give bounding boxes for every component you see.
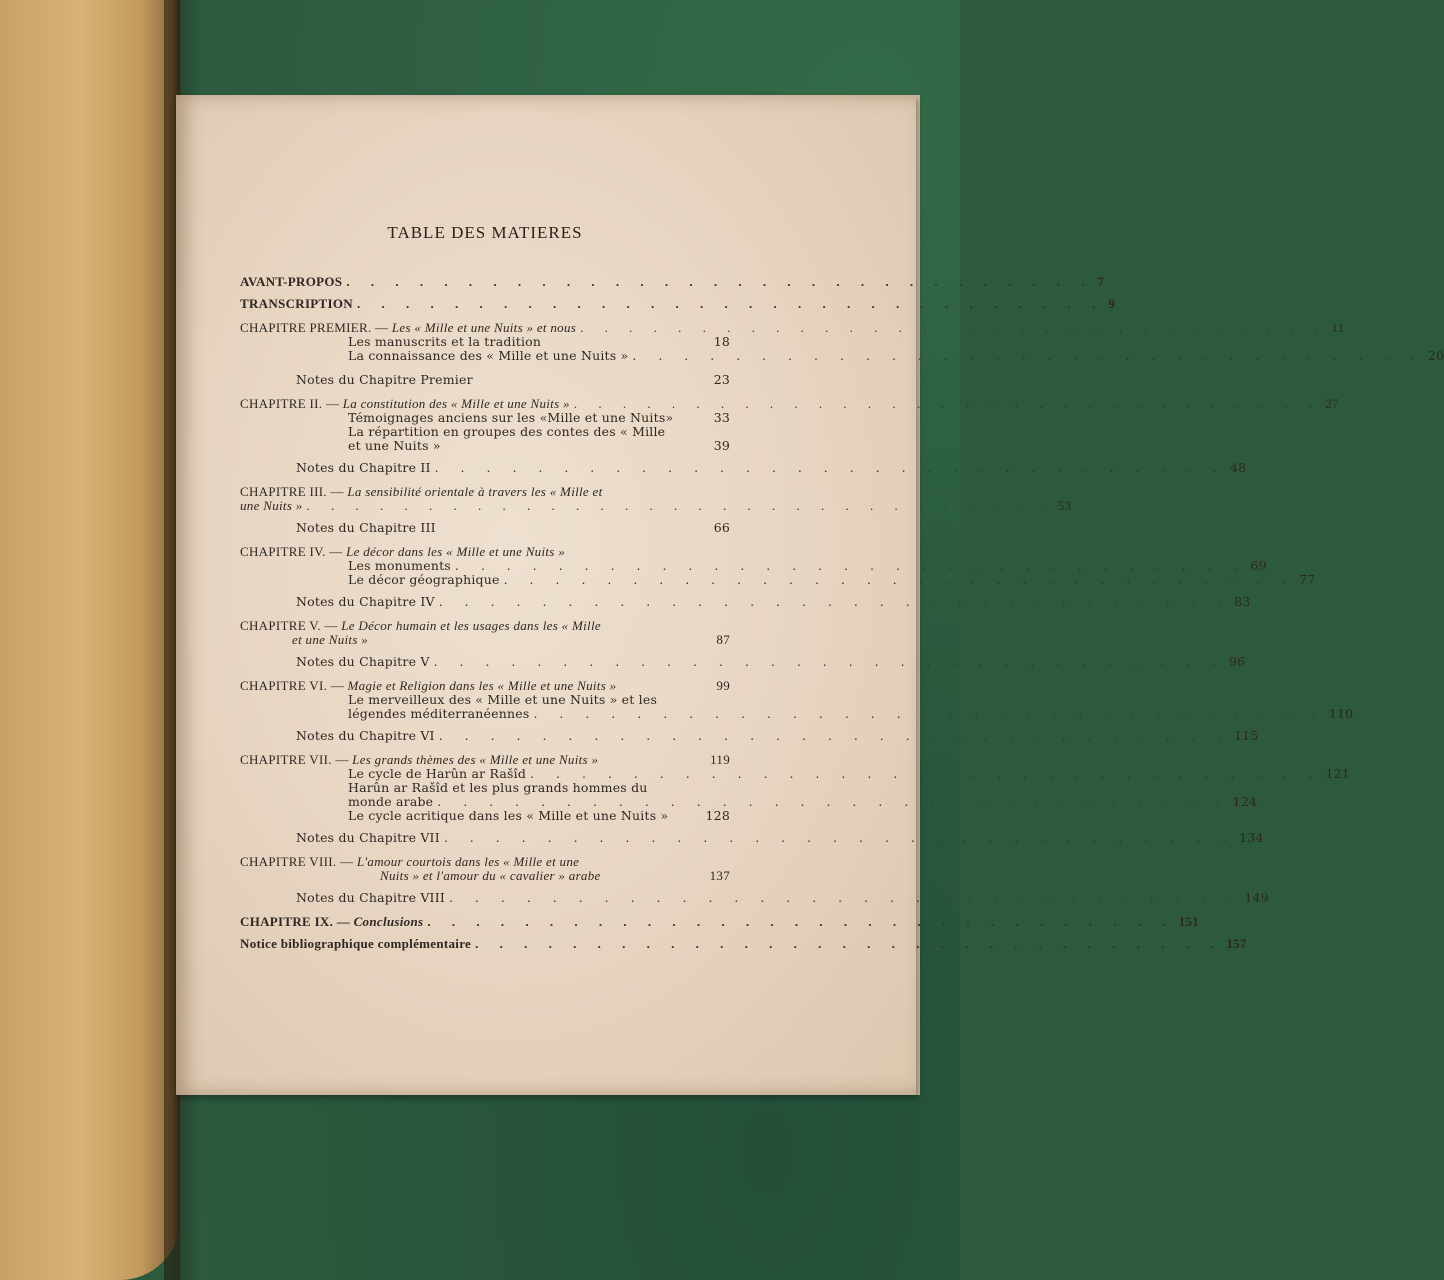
toc-entry-chapitre-5: CHAPITRE V. — Le Décor humain et les usages dans les « Mille — [240, 618, 601, 633]
toc-notes-chapitre-2: Notes du Chapitre II . . . . . . . . . . . . . . . . . . . . . . . . . . . . . . . 48 — [296, 460, 1247, 475]
toc-notes-chapitre-7: Notes du Chapitre VII . . . . . . . . . . . . . . . . . . . . . . . . . . . . . . . 134 — [296, 830, 1264, 845]
toc-subentry: Le cycle de Harûn ar Rašîd . . . . . . . . . . . . . . . . . . . . . . . . . . . . . . . 121 — [348, 766, 1350, 781]
toc-notes-chapitre-6: Notes du Chapitre VI . . . . . . . . . . . . . . . . . . . . . . . . . . . . . . . 115 — [296, 728, 1259, 743]
toc-subentry: Les manuscrits et la tradition 18 — [348, 334, 730, 349]
toc-entry-chapitre-7: CHAPITRE VII. — Les grands thèmes des « Mille et une Nuits » 119 — [240, 752, 730, 767]
toc-entry-avant-propos: AVANT-PROPOS . . . . . . . . . . . . . . . . . . . . . . . . . . . . . . . 7 — [240, 274, 1105, 289]
toc-subentry: La connaissance des « Mille et une Nuits » . . . . . . . . . . . . . . . . . . . . . . . . . . . . . . . 20 — [348, 348, 1444, 363]
toc-entry-notice: Notice bibliographique complémentaire . . . . . . . . . . . . . . . . . . . . . . . . . . . . . . . 157 — [240, 936, 1247, 951]
toc-notes-chapitre-3: Notes du Chapitre III 66 — [296, 520, 730, 535]
toc-entry-chapitre-3-cont: une Nuits » . . . . . . . . . . . . . . . . . . . . . . . . . . . . . . . 53 — [240, 498, 1072, 513]
toc-entry-chapitre-9: CHAPITRE IX. — Conclusions . . . . . . . . . . . . . . . . . . . . . . . . . . . . . . . 151 — [240, 914, 1200, 929]
toc-entry-chapitre-8: CHAPITRE VIII. — L'amour courtois dans les « Mille et une — [240, 854, 580, 869]
toc-entry-chapitre-5-cont: et une Nuits » 87 — [292, 632, 730, 647]
toc-notes-chapitre-5: Notes du Chapitre V . . . . . . . . . . . . . . . . . . . . . . . . . . . . . . . 96 — [296, 654, 1246, 669]
toc-subentry: et une Nuits » 39 — [348, 438, 730, 453]
left-page — [0, 0, 180, 1280]
table-of-contents — [240, 223, 1444, 951]
toc-title: TABLE DES MATIERES — [387, 223, 583, 242]
toc-subentry: Le décor géographique . . . . . . . . . . . . . . . . . . . . . . . . . . . . . . . 77 — [348, 572, 1316, 587]
toc-notes-chapitre-1: Notes du Chapitre Premier 23 — [296, 372, 730, 387]
toc-entry-chapitre-8-cont: Nuits » et l'amour du « cavalier » arabe 137 — [380, 868, 730, 883]
toc-entry-chapitre-6: CHAPITRE VI. — Magie et Religion dans les « Mille et une Nuits » 99 — [240, 678, 730, 693]
toc-entry-transcription: TRANSCRIPTION . . . . . . . . . . . . . . . . . . . . . . . . . . . . . . . 9 — [240, 296, 1116, 311]
toc-subentry: Les monuments . . . . . . . . . . . . . . . . . . . . . . . . . . . . . . . 69 — [348, 558, 1267, 573]
toc-subentry-line: La répartition en groupes des contes des « Mille — [348, 424, 666, 439]
toc-subentry: Le cycle acritique dans les « Mille et une Nuits » 128 — [348, 808, 730, 823]
toc-notes-chapitre-8: Notes du Chapitre VIII . . . . . . . . . . . . . . . . . . . . . . . . . . . . . . . 149 — [296, 890, 1269, 905]
toc-notes-chapitre-4: Notes du Chapitre IV . . . . . . . . . . . . . . . . . . . . . . . . . . . . . . . 83 — [296, 594, 1251, 609]
toc-subentry: légendes méditerranéennes . . . . . . . . . . . . . . . . . . . . . . . . . . . . . . . 110 — [348, 706, 1354, 721]
toc-entry-chapitre-3: CHAPITRE III. — La sensibilité orientale à travers les « Mille et — [240, 484, 603, 499]
toc-subentry-line: Harûn ar Rašîd et les plus grands hommes du — [348, 780, 648, 795]
toc-subentry-line: Le merveilleux des « Mille et une Nuits » et les — [348, 692, 658, 707]
toc-subentry: monde arabe . . . . . . . . . . . . . . . . . . . . . . . . . . . . . . . 124 — [348, 794, 1258, 809]
toc-subentry: Témoignages anciens sur les «Mille et une Nuits» 33 — [348, 410, 730, 425]
toc-entry-chapitre-1: CHAPITRE PREMIER. — Les « Mille et une Nuits » et nous . . . . . . . . . . . . . . . . . . . . . . . . . . . . . . . 11 — [240, 320, 1345, 335]
toc-entry-chapitre-4: CHAPITRE IV. — Le décor dans les « Mille et une Nuits » — [240, 544, 565, 559]
toc-entry-chapitre-2: CHAPITRE II. — La constitution des « Mille et une Nuits » . . . . . . . . . . . . . . . . . . . . . . . . . . . . . . . 27 — [240, 396, 1339, 411]
